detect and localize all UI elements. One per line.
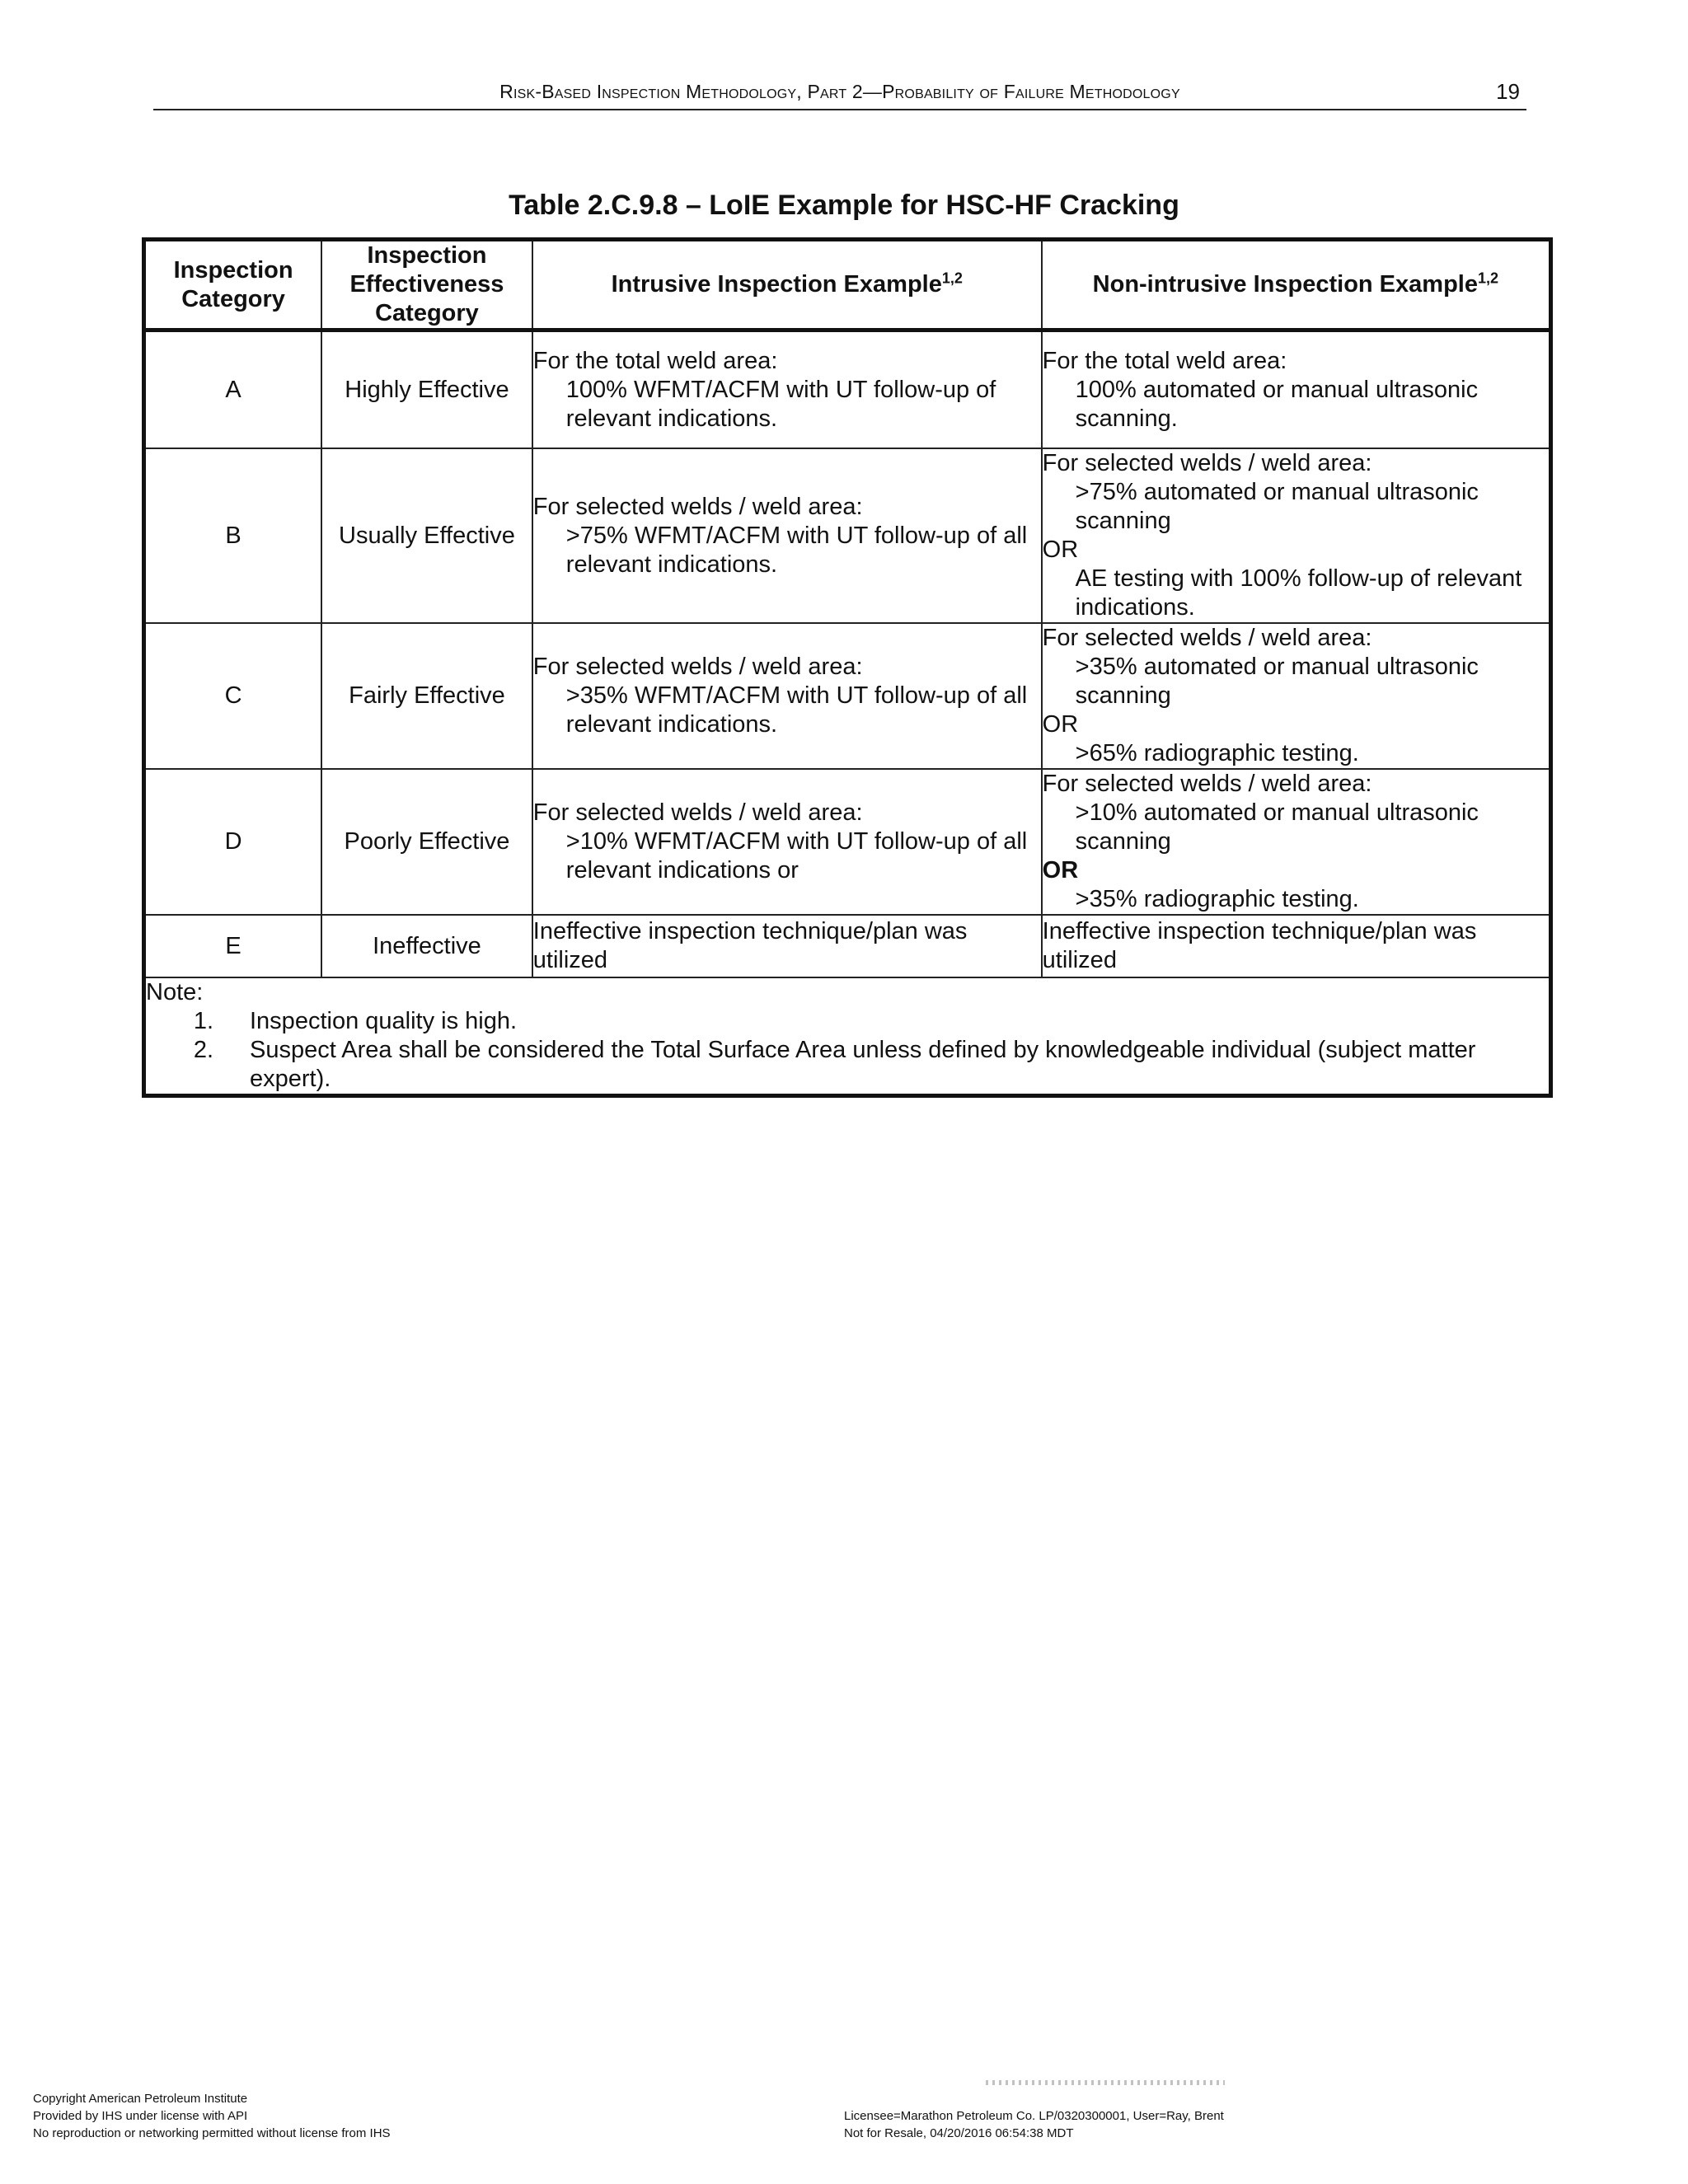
running-title-part: Risk-Based Inspection Methodology, Part 2 (499, 81, 863, 102)
category-cell: B (144, 448, 322, 623)
header-non-intrusive-example: Non-intrusive Inspection Example$^{1,2}$ (1042, 240, 1551, 330)
footer-line: Not for Resale, 04/20/2016 06:54:38 MDT (844, 2126, 1074, 2140)
footer-line: Provided by IHS under license with API (33, 2109, 248, 2123)
intrusive-cell (532, 623, 1042, 769)
footer-license (844, 2107, 1224, 2142)
notes-title: Note: (146, 979, 204, 1005)
table-caption: Table 2.C.9.8 – LoIE Example for HSC-HF Cracking (509, 190, 1179, 221)
cell-lead: For the total weld area: (1042, 347, 1287, 374)
or-label: OR (1042, 537, 1079, 563)
table-row (144, 448, 1551, 623)
cell-line: Ineffective inspection technique/plan was utilized (1042, 918, 1477, 973)
effectiveness-cell: Fairly Effective (321, 623, 532, 769)
non-intrusive-cell (1042, 448, 1551, 623)
footer-line: Licensee=Marathon Petroleum Co. LP/0320300001, User=Ray, Brent (844, 2109, 1224, 2123)
cell-line: >10% automated or manual ultrasonic scanning (1075, 799, 1479, 855)
non-intrusive-cell (1042, 769, 1551, 915)
cell-lead: For selected welds / weld area: (532, 799, 863, 826)
non-intrusive-cell (1042, 623, 1551, 769)
non-intrusive-cell (1042, 915, 1551, 977)
running-header (153, 79, 1526, 110)
page-number: 19 (1496, 79, 1520, 104)
note-number: 1. (193, 1008, 213, 1034)
table-header-row (144, 240, 1551, 330)
running-title-part: Probability of Failure Methodology (882, 81, 1180, 102)
category-cell: D (144, 769, 322, 915)
loie-table (142, 237, 1553, 1098)
effectiveness-cell: Poorly Effective (321, 769, 532, 915)
footer-copyright (33, 2090, 391, 2142)
cell-line: AE testing with 100% follow-up of relevant indications. (1075, 565, 1522, 621)
effectiveness-cell: Usually Effective (321, 448, 532, 623)
category-cell: E (144, 915, 322, 977)
note-ref: 1,2 (941, 269, 963, 287)
cell-line: 100% WFMT/ACFM with UT follow-up of relevant indications. (565, 376, 996, 432)
cell-line: >10% WFMT/ACFM with UT follow-up of all relevant indications or (565, 828, 1028, 883)
intrusive-cell (532, 448, 1042, 623)
footer-line: No reproduction or networking permitted without license from IHS (33, 2126, 391, 2140)
category-cell: A (144, 330, 322, 449)
non-intrusive-cell (1042, 330, 1551, 449)
cell-line: >35% automated or manual ultrasonic scanning (1075, 654, 1479, 709)
note-item (146, 1007, 1549, 1036)
cell-lead: For selected welds / weld area: (532, 493, 863, 520)
cell-lead: For selected welds / weld area: (532, 654, 863, 680)
intrusive-cell (532, 769, 1042, 915)
cell-line: >65% radiographic testing. (1075, 740, 1359, 766)
cell-line: >75% automated or manual ultrasonic scanning (1075, 479, 1479, 534)
or-label: OR (1042, 711, 1079, 738)
note-text: Suspect Area shall be considered the Total Surface Area unless defined by knowledgeable individual (subject matter expert). (250, 1037, 1476, 1092)
intrusive-cell (532, 915, 1042, 977)
category-cell: C (144, 623, 322, 769)
cell-lead: For selected welds / weld area: (1042, 450, 1372, 476)
cell-lead: For the total weld area: (532, 347, 778, 374)
cell-lead: For selected welds / weld area: (1042, 771, 1372, 797)
header-intrusive-example: Intrusive Inspection Example$^{1,2}$ (532, 240, 1042, 330)
table-row (144, 330, 1551, 449)
table-row (144, 623, 1551, 769)
note-text: Inspection quality is high. (250, 1008, 518, 1034)
footer-line: Copyright American Petroleum Institute (33, 2092, 248, 2106)
table-row (144, 769, 1551, 915)
notes-row (144, 977, 1551, 1096)
note-ref: 1,2 (1477, 269, 1499, 287)
note-number: 2. (193, 1037, 213, 1063)
cell-line: >35% WFMT/ACFM with UT follow-up of all relevant indications. (565, 682, 1028, 738)
notes-cell (144, 977, 1551, 1096)
running-title-part: — (862, 81, 883, 102)
note-item (146, 1036, 1549, 1094)
scan-artifact (986, 2080, 1225, 2085)
effectiveness-cell: Highly Effective (321, 330, 532, 449)
cell-line: >35% radiographic testing. (1075, 886, 1359, 912)
running-title (153, 81, 1526, 103)
cell-line: >75% WFMT/ACFM with UT follow-up of all relevant indications. (565, 522, 1028, 578)
intrusive-cell (532, 330, 1042, 449)
cell-line: 100% automated or manual ultrasonic scanning. (1075, 376, 1479, 432)
cell-lead: For selected welds / weld area: (1042, 625, 1372, 651)
header-effectiveness-category: Inspection Effectiveness Category (321, 240, 532, 330)
header-inspection-category: Inspection Category (144, 240, 322, 330)
or-label: OR (1042, 857, 1079, 883)
cell-line: Ineffective inspection technique/plan was utilized (532, 918, 968, 973)
table-row (144, 915, 1551, 977)
effectiveness-cell: Ineffective (321, 915, 532, 977)
